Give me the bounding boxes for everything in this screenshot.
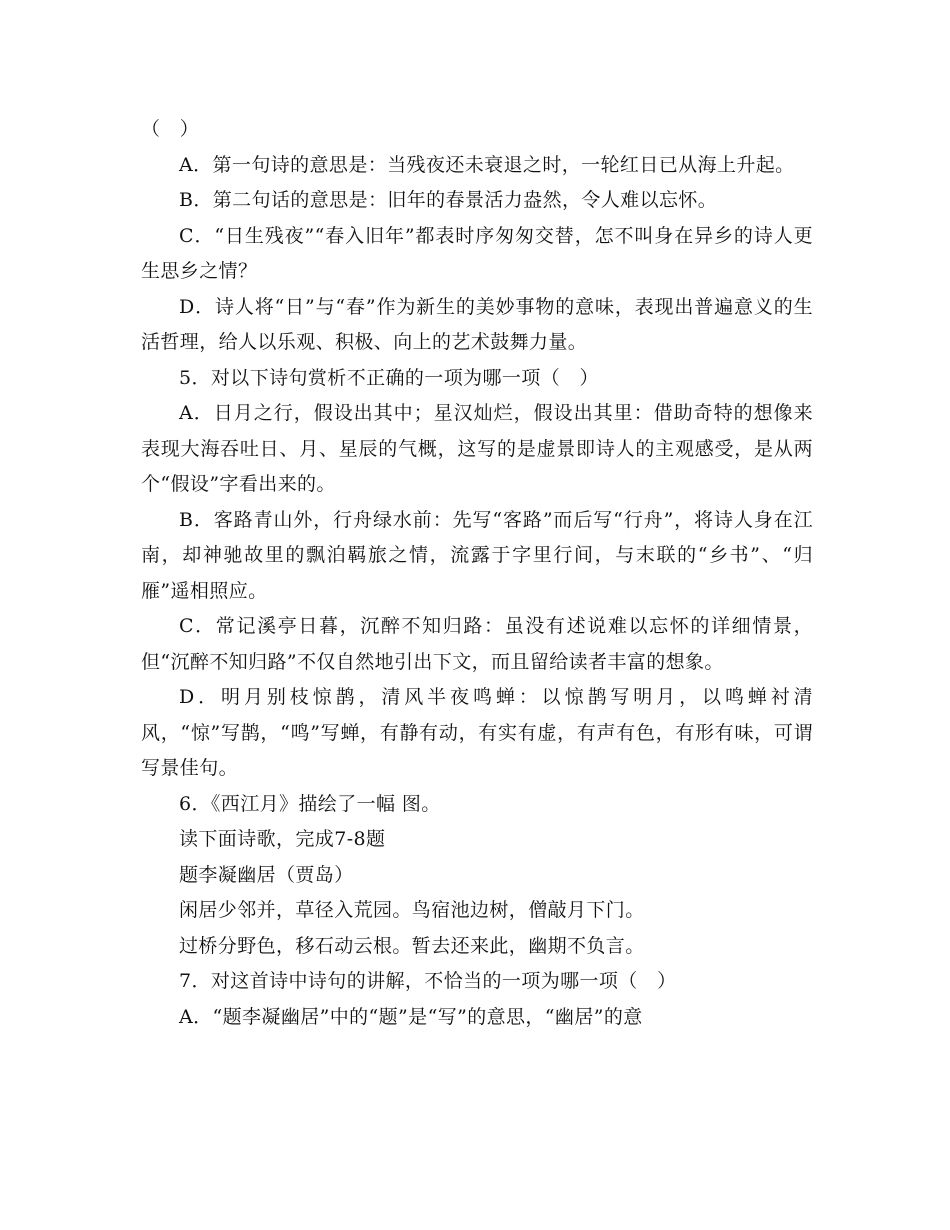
question-5-option-a: A．日月之行，假设出其中；星汉灿烂，假设出其里：借助奇特的想像来表现大海吞吐日、月、星辰的气概，这写的是虚景即诗人的主观感受，是从两个“假设”字看出来的。 bbox=[141, 402, 813, 495]
question-5-option-c: C．常记溪亭日暮，沉醉不知归路：虽没有述说难以忘怀的详细情景，但“沉醉不知归路”不仅自然地引出下文，而且留给读者丰富的想象。 bbox=[141, 615, 813, 673]
poem-line-1: 闲居少邻并，草径入荒园。鸟宿池边树，僧敲月下门。 bbox=[179, 899, 645, 921]
paragraph-option-a: A．第一句诗的意思是：当残夜还未衰退之时，一轮红日已从海上升起。 bbox=[179, 153, 795, 176]
question-5-option-d: D．明月别枝惊鹊，清风半夜鸣蝉：以惊鹊写明月，以鸣蝉衬清风，“惊”写鹊，“鸣”写蝉，有静有动，有实有虚，有声有色，有形有味，可谓写景佳句。 bbox=[141, 686, 813, 779]
poem-line-2: 过桥分野色，移石动云根。暂去还来此，幽期不负言。 bbox=[179, 934, 645, 957]
poem-title: 题李凝幽居（贾岛） bbox=[179, 863, 354, 886]
question-5-option-b: B．客路青山外，行舟绿水前：先写“客路”而后写“行舟”，将诗人身在江南，却神驰故里的飘泊羁旅之情，流露于字里行间，与末联的“乡书”、“归雁”遥相照应。 bbox=[141, 508, 813, 602]
paragraph-option-b: B．第二句话的意思是：旧年的春景活力盎然，令人难以忘怀。 bbox=[179, 189, 718, 211]
paragraph-option-c: C．“日生残夜”“春入旧年”都表时序匆匆交替，怎不叫身在异乡的诗人更生思乡之情？ bbox=[141, 224, 813, 282]
question-6: 6．《西江月》描绘了一幅 图。 bbox=[179, 792, 441, 815]
document-body bbox=[141, 112, 813, 1035]
paragraph-answer-blank: （ ） bbox=[141, 118, 200, 140]
question-7: 7．对这首诗中诗句的讲解，不恰当的一项为哪一项（ ） bbox=[179, 970, 677, 992]
paragraph-option-d: D．诗人将“日”与“春”作为新生的美妙事物的意味，表现出普遍意义的生活哲理，给人以乐观、积极、向上的艺术鼓舞力量。 bbox=[141, 295, 813, 353]
question-5: 5．对以下诗句赏析不正确的一项为哪一项（ ） bbox=[179, 366, 599, 389]
question-7-option-a: A．“题李凝幽居”中的“题”是“写”的意思，“幽居”的意 bbox=[179, 1005, 643, 1028]
reading-instruction: 读下面诗歌，完成7-8题 bbox=[179, 828, 386, 850]
